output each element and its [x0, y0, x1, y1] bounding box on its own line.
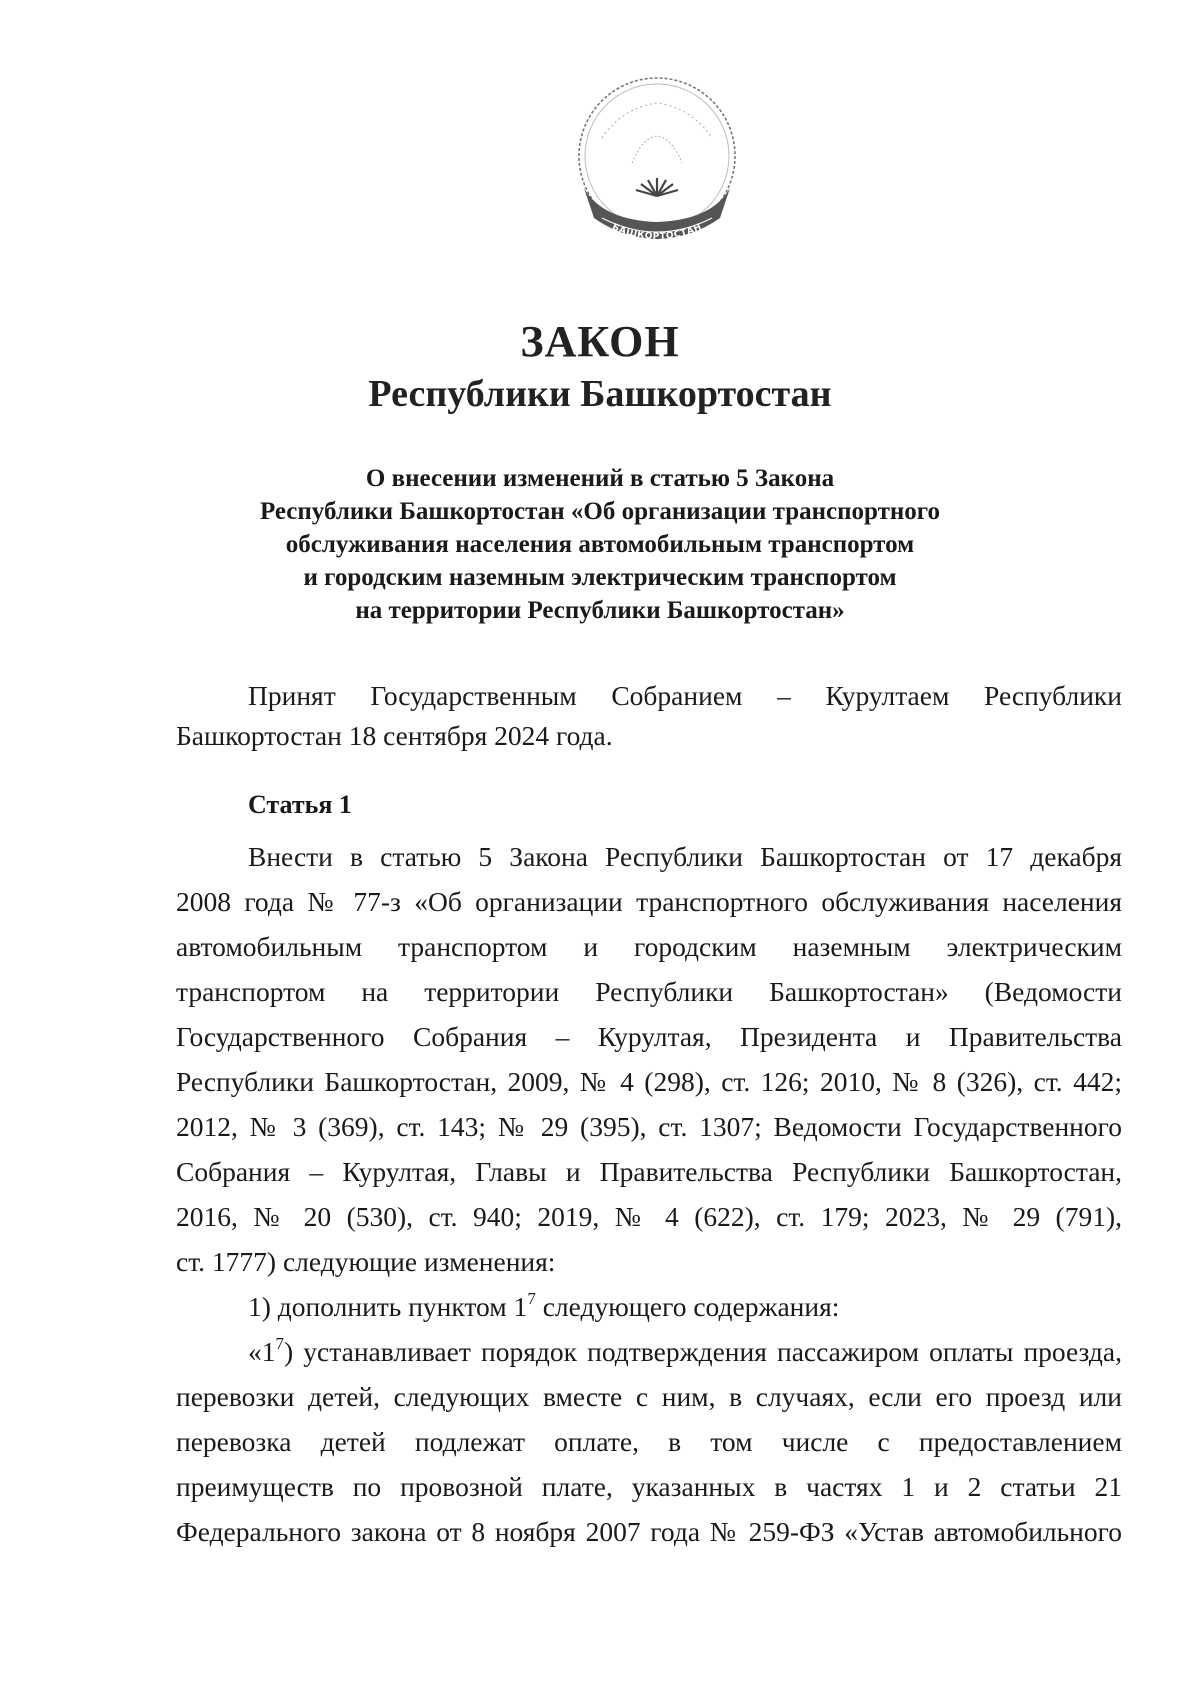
- paragraph-line: транспортом на территории Республики Башкортостан» (Ведомости: [176, 976, 1122, 1007]
- quote-line: Федерального закона от 8 ноября 2007 года № 259-ФЗ «Устав автомобильного: [176, 1516, 1122, 1547]
- coat-of-arms-bashkortostan-icon: [562, 68, 752, 258]
- subject-line: на территории Республики Башкортостан»: [355, 597, 845, 624]
- quote-line: перевозки детей, следующих вместе с ним, в случаях, если его проезд или: [176, 1381, 1122, 1412]
- paragraph-line: Внести в статью 5 Закона Республики Башкортостан от 17 декабря: [248, 841, 1122, 872]
- article-heading: Статья 1: [248, 790, 352, 819]
- subject-line: Республики Башкортостан «Об организации транспортного: [259, 498, 941, 525]
- law-subject: [160, 462, 1040, 627]
- republic-title: Республики Башкортостан: [368, 373, 832, 415]
- paragraph-line: Государственного Собрания – Курултая, Президента и Правительства: [176, 1021, 1122, 1052]
- paragraph-line: Собрания – Курултая, Главы и Правительства Республики Башкортостан,: [176, 1156, 1122, 1187]
- paragraph-line: Республики Башкортостан, 2009, № 4 (298), ст. 126; 2010, № 8 (326), ст. 442;: [176, 1066, 1122, 1097]
- adoption-line: Башкортостан 18 сентября 2024 года.: [176, 720, 613, 751]
- paragraph-line: ст. 1777) следующие изменения:: [176, 1246, 556, 1277]
- adoption-line: Принят Государственным Собранием – Курултаем Республики: [248, 680, 1122, 711]
- subject-line: обслуживания населения автомобильным транспортом: [285, 531, 915, 558]
- quote-line: преимуществ по провозной плате, указанных в частях 1 и 2 статьи 21: [176, 1471, 1122, 1502]
- item-superscript: 7: [527, 1289, 536, 1308]
- item-text: следующего содержания:: [535, 1291, 840, 1322]
- paragraph-line: автомобильным транспортом и городским наземным электрическим: [176, 931, 1122, 962]
- adoption-note: [176, 676, 1122, 756]
- paragraph-line: 2016, № 20 (530), ст. 940; 2019, № 4 (622), ст. 179; 2023, № 29 (791),: [176, 1201, 1122, 1232]
- paragraph-line: 2008 года № 77-з «Об организации транспортного обслуживания населения: [176, 886, 1122, 917]
- law-title: ЗАКОН: [520, 317, 680, 366]
- quote-text: ) устанавливает порядок подтверждения пассажиром оплаты проезда,: [284, 1336, 1122, 1367]
- quote-superscript: 7: [275, 1334, 284, 1353]
- quote-text: «1: [248, 1336, 276, 1367]
- quote-line: перевозка детей подлежат оплате, в том числе с предоставлением: [176, 1426, 1122, 1457]
- item-line: [176, 1284, 1122, 1329]
- paragraph-line: 2012, № 3 (369), ст. 143; № 29 (395), ст. 1307; Ведомости Государственного: [176, 1111, 1122, 1142]
- article-body: [176, 834, 1122, 1554]
- subject-line: и городским наземным электрическим транспортом: [303, 564, 897, 591]
- emblem-ribbon-text: БАШКОРТОСТАН: [610, 222, 704, 243]
- quote-line: [176, 1329, 1122, 1374]
- item-text: 1) дополнить пунктом 1: [248, 1291, 528, 1322]
- subject-line: О внесении изменений в статью 5 Закона: [365, 465, 835, 492]
